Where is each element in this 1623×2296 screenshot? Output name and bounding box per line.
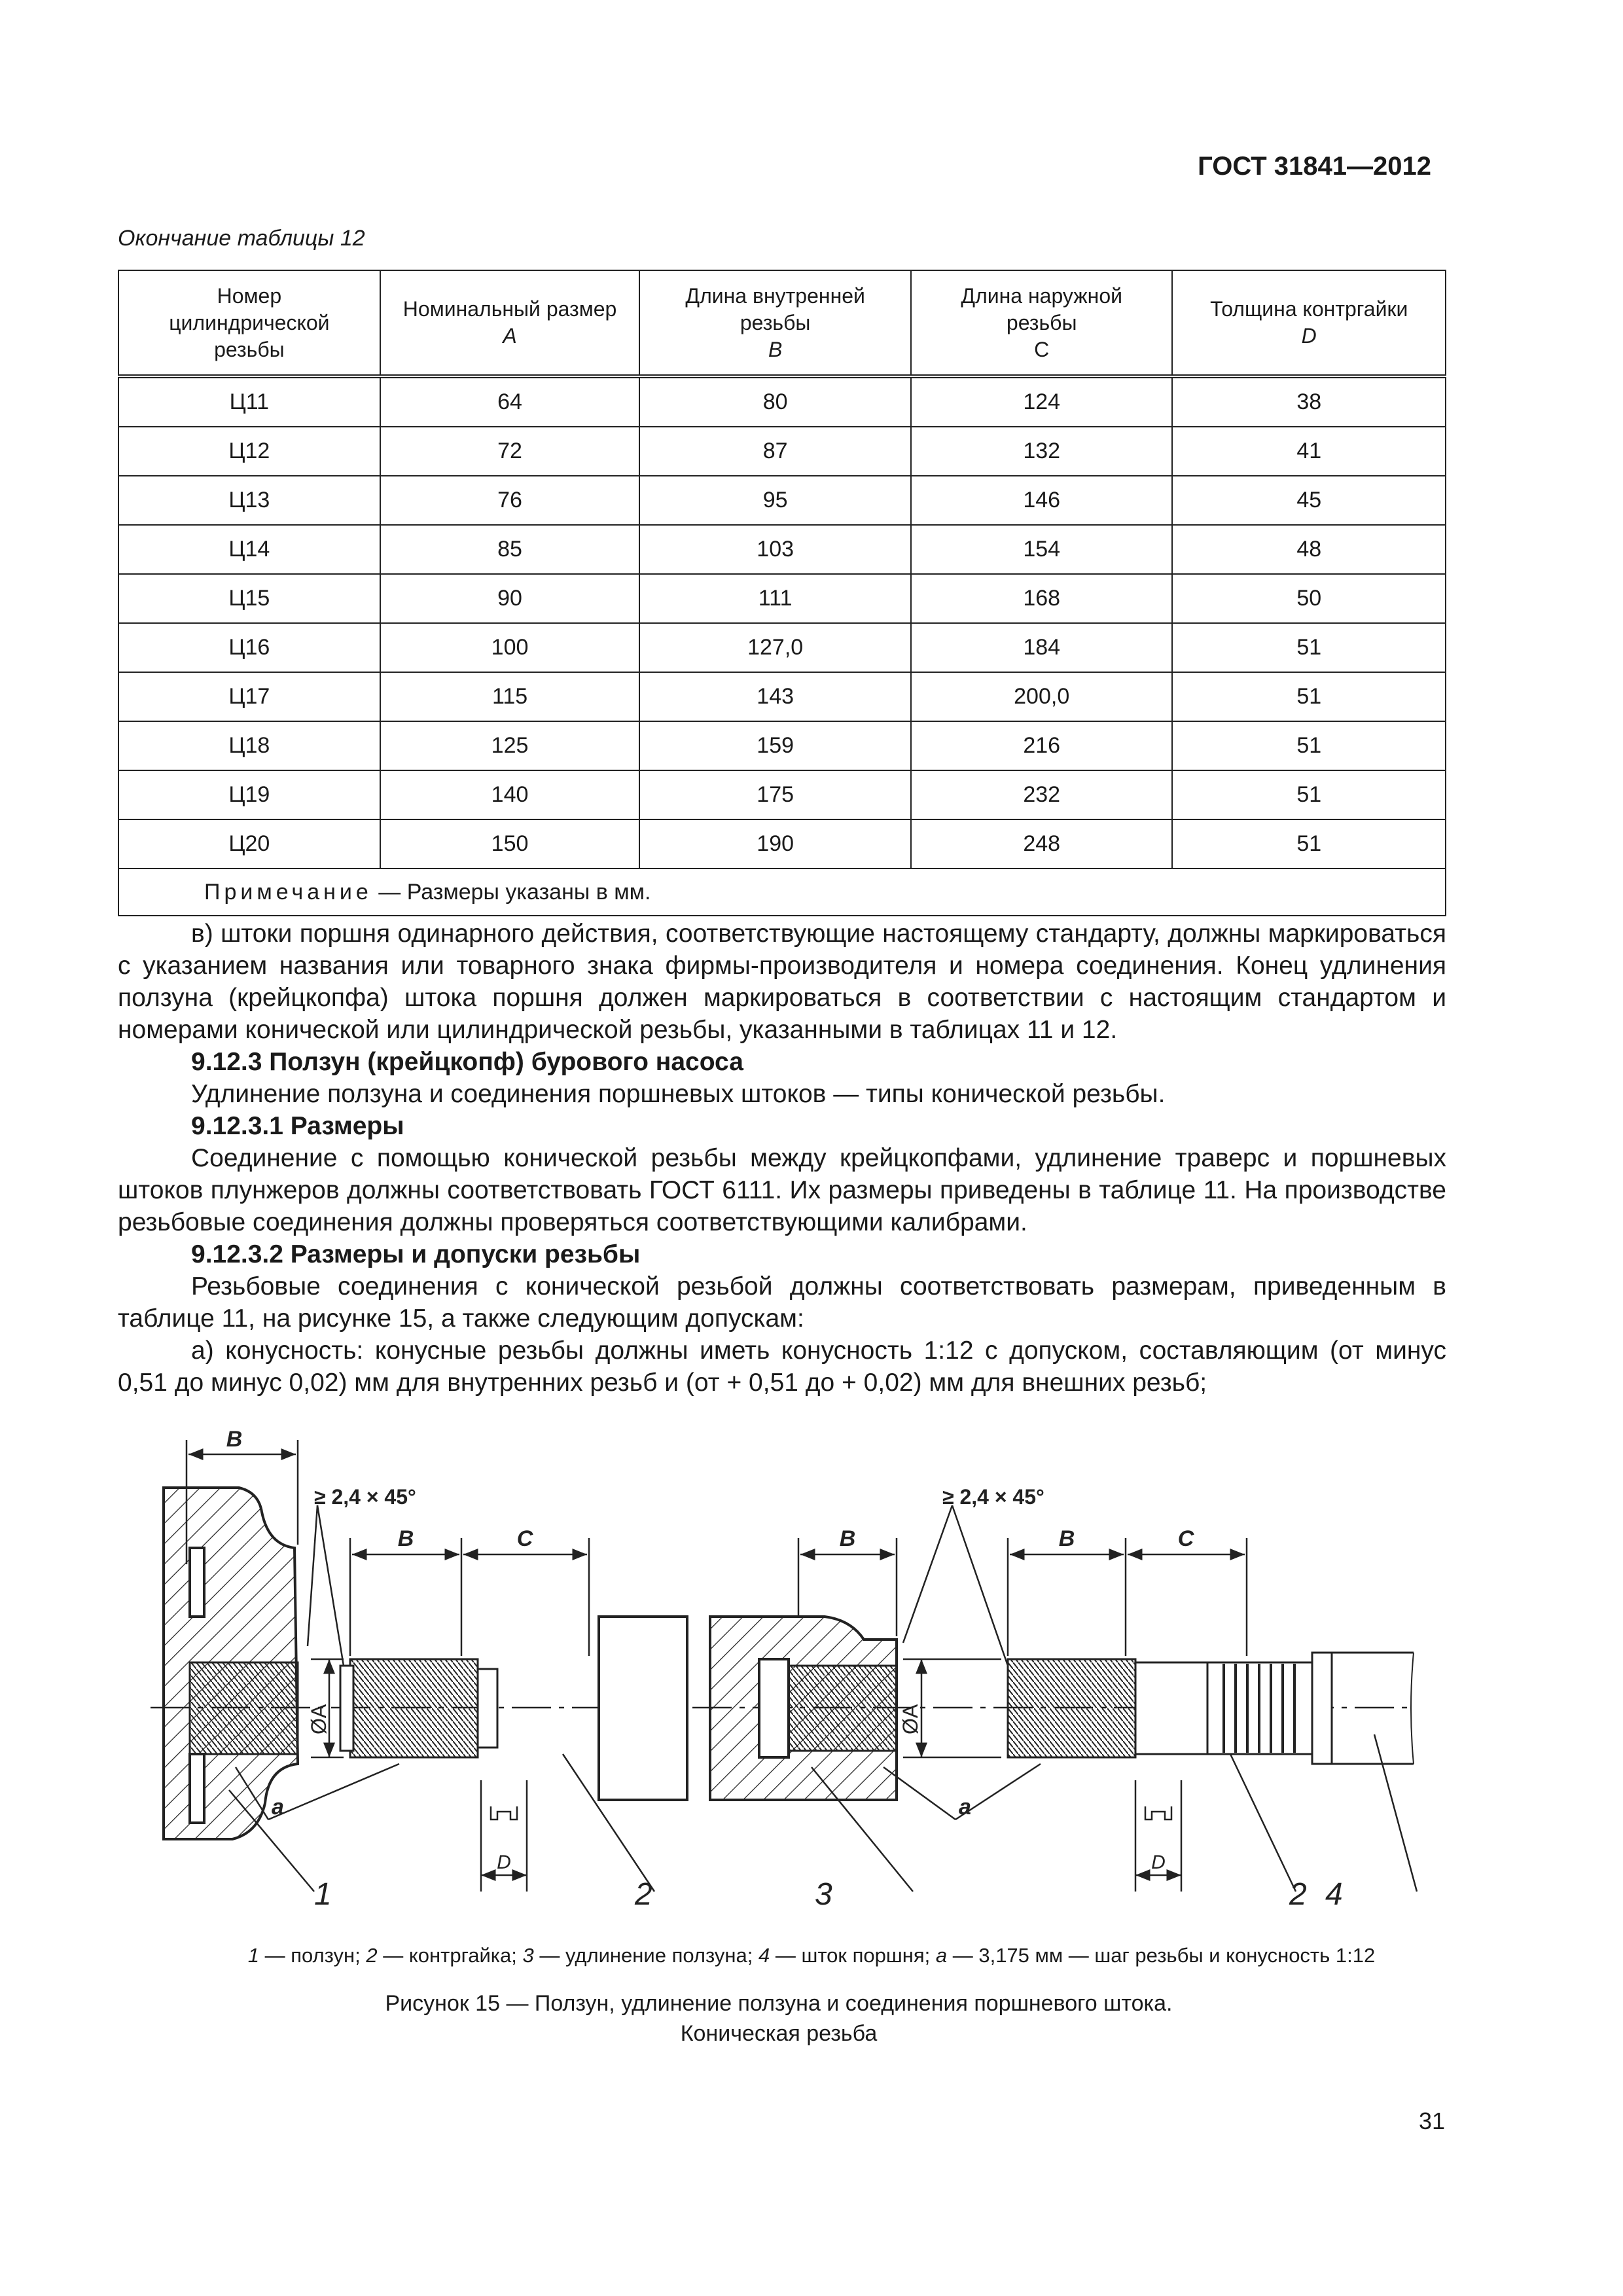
label-b: B xyxy=(226,1427,243,1452)
crosshead-extension-part xyxy=(710,1617,897,1800)
figure-legend: 1 — ползун; 2 — контргайка; 3 — удлинение ползуна; 4 — шток поршня; а — 3,175 мм — шаг резьбы и конусность 1:12 xyxy=(247,1944,1376,1967)
label-d: D xyxy=(1151,1852,1166,1873)
cell-external-length: 146 xyxy=(911,476,1173,525)
table-row xyxy=(118,476,1446,525)
section-heading-9-12-3-1: 9.12.3.1 Размеры xyxy=(191,1112,404,1140)
table-row xyxy=(118,819,1446,869)
threaded-pin-part xyxy=(340,1659,497,1757)
cell-internal-length: 127,0 xyxy=(639,623,911,672)
figure-title: Рисунок 15 — Ползун, удлинение ползуна и соединения поршневого штока. Коническая резьба xyxy=(385,1991,1173,2046)
column-header-nominal-size: Номинальный размер A xyxy=(380,270,640,376)
body-text xyxy=(118,918,1446,1399)
label-a: a xyxy=(272,1795,284,1820)
cell-external-length: 232 xyxy=(911,770,1173,819)
cell-thread-number: Ц20 xyxy=(118,819,380,869)
cell-thread-number: Ц12 xyxy=(118,427,380,476)
cell-nominal-size: 100 xyxy=(380,623,640,672)
cell-internal-length: 87 xyxy=(639,427,911,476)
label-d: D xyxy=(497,1852,511,1873)
table-row xyxy=(118,623,1446,672)
cell-thread-number: Ц14 xyxy=(118,525,380,574)
standard-code: ГОСТ 31841—2012 xyxy=(1198,152,1431,181)
section-heading-9-12-3-2: 9.12.3.2 Размеры и допуски резьбы xyxy=(191,1240,641,1268)
cell-internal-length: 111 xyxy=(639,574,911,623)
label-a: a xyxy=(959,1795,971,1820)
cell-nominal-size: 85 xyxy=(380,525,640,574)
cell-internal-length: 143 xyxy=(639,672,911,721)
part-number-4: 4 xyxy=(1325,1877,1343,1912)
label-b: B xyxy=(1058,1526,1075,1551)
cell-nominal-size: 140 xyxy=(380,770,640,819)
paragraph-types: Удлинение ползуна и соединения поршневых штоков — типы конической резьбы. xyxy=(191,1080,1166,1108)
table-row xyxy=(118,721,1446,770)
cell-internal-length: 80 xyxy=(639,376,911,427)
table-note xyxy=(118,869,1446,916)
cell-locknut-thickness: 41 xyxy=(1172,427,1446,476)
paragraph-dimensions: Соединение с помощью конической резьбы между крейцкопфами, удлинение траверс и поршневых штоков плунжеров должны соответствовать ГОСТ 6111. Их размеры приведены в таблице 11. На производстве резьбовые соединения должны проверяться соответствующими калибрами. xyxy=(118,1144,1446,1236)
part-number-2: 2 xyxy=(635,1877,652,1912)
section-heading-9-12-3: 9.12.3 Ползун (крейцкопф) бурового насоса xyxy=(191,1048,743,1076)
cell-internal-length: 95 xyxy=(639,476,911,525)
label-b: B xyxy=(839,1526,856,1551)
table-caption: Окончание таблицы 12 xyxy=(118,226,365,251)
cell-nominal-size: 115 xyxy=(380,672,640,721)
cell-external-length: 184 xyxy=(911,623,1173,672)
cell-thread-number: Ц16 xyxy=(118,623,380,672)
cell-locknut-thickness: 51 xyxy=(1172,819,1446,869)
table-header-row xyxy=(118,270,1446,376)
cell-external-length: 168 xyxy=(911,574,1173,623)
cell-nominal-size: 76 xyxy=(380,476,640,525)
cell-external-length: 200,0 xyxy=(911,672,1173,721)
cell-internal-length: 103 xyxy=(639,525,911,574)
table-row xyxy=(118,525,1446,574)
cell-external-length: 132 xyxy=(911,427,1173,476)
table-row xyxy=(118,427,1446,476)
part-number-3: 3 xyxy=(815,1877,832,1912)
cell-thread-number: Ц19 xyxy=(118,770,380,819)
cell-external-length: 124 xyxy=(911,376,1173,427)
cell-nominal-size: 90 xyxy=(380,574,640,623)
cell-locknut-thickness: 51 xyxy=(1172,721,1446,770)
cell-nominal-size: 64 xyxy=(380,376,640,427)
note-label: Примечание xyxy=(204,879,372,905)
column-header-internal-thread-length: Длина внутренней резьбы B xyxy=(639,270,911,376)
cell-thread-number: Ц15 xyxy=(118,574,380,623)
cell-nominal-size: 125 xyxy=(380,721,640,770)
column-header-external-thread-length: Длина наружной резьбы C xyxy=(911,270,1173,376)
part-number-2: 2 xyxy=(1289,1877,1307,1912)
cell-locknut-thickness: 51 xyxy=(1172,623,1446,672)
cell-external-length: 154 xyxy=(911,525,1173,574)
page-number: 31 xyxy=(1418,2108,1445,2134)
table-row xyxy=(118,376,1446,427)
chamfer-label: ≥ 2,4 × 45° xyxy=(942,1485,1044,1509)
cell-internal-length: 190 xyxy=(639,819,911,869)
cell-thread-number: Ц17 xyxy=(118,672,380,721)
cell-locknut-thickness: 51 xyxy=(1172,770,1446,819)
table-note-row xyxy=(118,869,1446,916)
table-row xyxy=(118,672,1446,721)
locknut-part xyxy=(599,1617,687,1800)
part-number-1: 1 xyxy=(314,1877,332,1912)
diameter-label: ØA xyxy=(307,1704,330,1734)
cell-thread-number: Ц18 xyxy=(118,721,380,770)
cell-internal-length: 159 xyxy=(639,721,911,770)
piston-rod-part xyxy=(1008,1653,1414,1764)
table-row xyxy=(118,770,1446,819)
cell-external-length: 216 xyxy=(911,721,1173,770)
paragraph-tolerances: Резьбовые соединения с конической резьбой должны соответствовать размерам, приведенным в таблице 11, на рисунке 15, а также следующим допускам: xyxy=(118,1272,1446,1333)
paragraph-marking: в) штоки поршня одинарного действия, соответствующие настоящему стандарту, должны маркироваться с указанием названия или товарного знака фирмы-производителя и номера соединения. Конец удлинения ползуна (крейцкопфа) штока поршня должен маркироваться в соответствии с настоящим стандартом и номерами конической или цилиндрической резьбы, указанными в таблицах 11 и 12. xyxy=(118,920,1446,1044)
cell-thread-number: Ц13 xyxy=(118,476,380,525)
cell-external-length: 248 xyxy=(911,819,1173,869)
label-b: B xyxy=(397,1526,414,1551)
cell-locknut-thickness: 48 xyxy=(1172,525,1446,574)
cell-nominal-size: 72 xyxy=(380,427,640,476)
paragraph-taper: а) конусность: конусные резьбы должны иметь конусность 1:12 с допуском, составляющим (от минус 0,51 до минус 0,02) мм для внутренних резьб и (от + 0,51 до + 0,02) мм для внешних резьб; xyxy=(118,1336,1446,1397)
chamfer-label: ≥ 2,4 × 45° xyxy=(314,1485,416,1509)
diameter-label: ØA xyxy=(899,1704,922,1734)
label-c: C xyxy=(516,1526,533,1551)
cell-locknut-thickness: 38 xyxy=(1172,376,1446,427)
cell-nominal-size: 150 xyxy=(380,819,640,869)
crosshead-part xyxy=(164,1488,298,1839)
label-c: C xyxy=(1177,1526,1194,1551)
figure-15-drawing xyxy=(118,1427,1466,1924)
table-row xyxy=(118,574,1446,623)
cell-locknut-thickness: 50 xyxy=(1172,574,1446,623)
cell-internal-length: 175 xyxy=(639,770,911,819)
cell-thread-number: Ц11 xyxy=(118,376,380,427)
column-header-locknut-thickness: Толщина контргайки D xyxy=(1172,270,1446,376)
cell-locknut-thickness: 45 xyxy=(1172,476,1446,525)
thread-dimensions-table xyxy=(118,270,1446,916)
note-text: — Размеры указаны в мм. xyxy=(372,879,651,905)
cell-locknut-thickness: 51 xyxy=(1172,672,1446,721)
column-header-thread-number: Номер цилиндрической резьбы xyxy=(118,270,380,376)
